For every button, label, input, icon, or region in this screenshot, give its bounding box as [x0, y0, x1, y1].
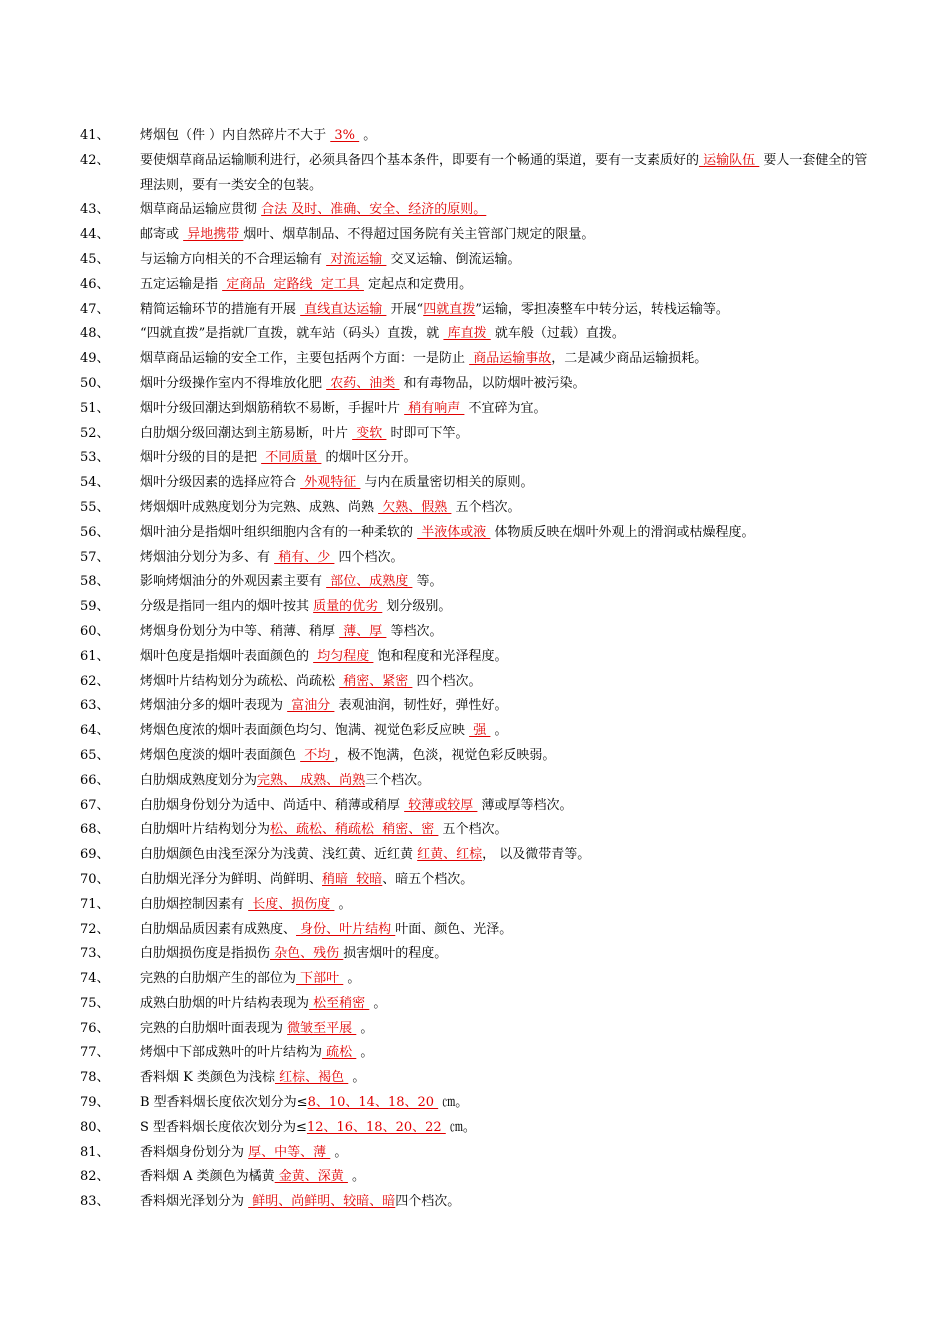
question-text: [140, 1165, 875, 1190]
question-segment: 、暗五个档次。: [382, 871, 474, 887]
question-item: [0, 719, 950, 744]
answer-blank: 红黄、红棕: [417, 847, 483, 863]
question-number: 48、: [80, 326, 110, 342]
question-segment: ㎝。: [445, 1119, 476, 1135]
question-item: [0, 521, 950, 546]
answer-blank: 稍暗 较暗: [322, 871, 383, 887]
question-segment: 烟叶、烟草制品、不得超过国务院有关主管部门规定的限量。: [243, 227, 595, 243]
question-number: 67、: [80, 797, 110, 813]
question-item: [0, 397, 950, 422]
answer-blank: 下部叶: [296, 971, 344, 987]
question-text: [140, 1116, 875, 1141]
question-text: [140, 967, 875, 992]
question-segment: 。: [334, 896, 352, 912]
question-item: [0, 1165, 950, 1190]
question-text: [140, 1017, 875, 1042]
question-text: [140, 248, 875, 273]
question-item: [0, 620, 950, 645]
question-segment: 烟草商品运输的安全工作，主要包括两个方面：一是防止: [140, 351, 470, 367]
question-segment: 烟叶分级的目的是把: [140, 450, 262, 466]
question-segment: 烟叶分级操作室内不得堆放化肥: [140, 375, 327, 391]
answer-blank: 杂色、残伤: [270, 946, 344, 962]
question-number: 77、: [80, 1045, 110, 1061]
question-segment: ”运输，零担凑整车中转分运，转栈运输等。: [475, 301, 729, 317]
question-segment: S 型香料烟长度依次划分为≤: [140, 1119, 307, 1135]
question-text: [140, 322, 875, 347]
question-number: 68、: [80, 822, 110, 838]
answer-blank: 金黄、深黄: [274, 1169, 348, 1185]
question-text: [140, 1190, 875, 1215]
question-item: [0, 645, 950, 670]
question-number: 74、: [80, 971, 110, 987]
question-number: 65、: [80, 747, 110, 763]
question-number: 43、: [80, 202, 110, 218]
question-segment: 。: [369, 995, 387, 1011]
answer-blank: 3%: [330, 128, 360, 143]
question-text: [140, 397, 875, 422]
question-item: [0, 670, 950, 695]
question-segment: ， 以及微带青等。: [482, 847, 591, 863]
question-item: [0, 794, 950, 819]
question-segment: 。: [356, 1045, 374, 1061]
question-text: [140, 595, 875, 620]
question-segment: 。: [348, 1070, 366, 1086]
question-item: [0, 1017, 950, 1042]
answer-blank: 外观特征: [300, 475, 361, 491]
question-text: [140, 223, 875, 248]
question-segment: 烤烟色度浓的烟叶表面颜色均匀、饱满、视觉色彩反应映: [140, 723, 470, 739]
question-number: 63、: [80, 698, 110, 714]
question-segment: 香料烟 K 类颜色为浅棕: [140, 1070, 275, 1086]
question-number: 81、: [80, 1144, 110, 1160]
answer-blank: 合法 及时、准确、安全、经济的原则。: [261, 202, 487, 218]
answer-blank: 鲜明、尚鲜明、较暗、暗: [248, 1194, 396, 1210]
question-segment: 体物质反映在烟叶外观上的滑润或枯燥程度。: [490, 524, 755, 540]
question-segment: 与运输方向相关的不合理运输有: [140, 251, 327, 267]
question-text: [140, 620, 875, 645]
question-text: [140, 694, 875, 719]
question-text: [140, 992, 875, 1017]
question-number: 52、: [80, 425, 110, 441]
question-text: [140, 1141, 875, 1166]
question-text: [140, 893, 875, 918]
question-text: [140, 818, 875, 843]
answer-blank: 四就直拨: [423, 301, 476, 317]
question-segment: 香料烟 A 类颜色为橘黄: [140, 1169, 275, 1185]
question-segment: 四个档次。: [412, 673, 482, 689]
question-segment: 。: [356, 1020, 374, 1036]
question-segment: 和有毒物品，以防烟叶被污染。: [399, 375, 586, 391]
question-number: 61、: [80, 648, 110, 664]
question-number: 56、: [80, 524, 110, 540]
question-segment: ，二是减少商品运输损耗。: [551, 351, 708, 367]
question-segment: 白肋烟成熟度划分为: [140, 772, 258, 788]
question-segment: 白肋烟叶片结构划分为: [140, 822, 271, 838]
question-item: [0, 322, 950, 347]
answer-blank: 商品运输事故: [469, 351, 552, 367]
question-item: [0, 546, 950, 571]
question-segment: 。: [330, 1144, 348, 1160]
question-number: 54、: [80, 475, 110, 491]
question-item: [0, 1190, 950, 1215]
question-text: [140, 446, 875, 471]
question-number: 69、: [80, 847, 110, 863]
question-number: 78、: [80, 1070, 110, 1086]
answer-blank: 库直拨: [443, 326, 491, 342]
question-number: 66、: [80, 772, 110, 788]
question-item: [0, 446, 950, 471]
answer-blank: 稍密、紧密: [339, 673, 413, 689]
answer-blank: 完熟、 成熟、尚熟: [257, 772, 366, 788]
question-segment: 烟叶分级因素的选择应符合: [140, 475, 301, 491]
question-segment: 表观油润，韧性好，弹性好。: [334, 698, 508, 714]
question-number: 79、: [80, 1095, 110, 1111]
question-number: 58、: [80, 574, 110, 590]
question-segment: ，极不饱满，色淡，视觉色彩反映弱。: [334, 747, 556, 763]
question-item: [0, 1116, 950, 1141]
answer-blank: 定商品 定路线 定工具: [222, 276, 364, 292]
question-text: [140, 471, 875, 496]
question-item: [0, 769, 950, 794]
question-segment: 四个档次。: [395, 1194, 461, 1210]
question-item: [0, 1041, 950, 1066]
question-segment: 划分级别。: [382, 599, 452, 615]
answer-blank: 微皱至平展: [287, 1020, 357, 1036]
answer-blank: 厚、中等、薄: [248, 1144, 331, 1160]
question-item: [0, 918, 950, 943]
question-number: 60、: [80, 623, 110, 639]
question-item: [0, 744, 950, 769]
question-number: 47、: [80, 301, 110, 317]
question-segment: 烤烟身份划分为中等、稍薄、稍厚: [140, 623, 340, 639]
question-segment: 精简运输环节的措施有开展: [140, 301, 301, 317]
question-item: [0, 818, 950, 843]
question-segment: 损害烟叶的程度。: [343, 946, 448, 962]
question-segment: 要人一套健全的管理法则，要有一类安全的包装。: [140, 152, 868, 193]
question-item: [0, 223, 950, 248]
question-segment: 烤烟油分多的烟叶表现为: [140, 698, 288, 714]
question-number: 45、: [80, 251, 110, 267]
question-segment: 完熟的白肋烟叶面表现为: [140, 1020, 288, 1036]
question-segment: 影响烤烟油分的外观因素主要有: [140, 574, 327, 590]
question-item: [0, 124, 950, 149]
question-segment: 烤烟烟叶成熟度划分为完熟、成熟、尚熟: [140, 499, 379, 515]
question-segment: 开展“: [386, 301, 424, 317]
answer-blank: 运输队伍: [699, 152, 760, 168]
question-number: 72、: [80, 921, 110, 937]
question-segment: ㎝。: [438, 1095, 469, 1111]
question-segment: 不宜碎为宜。: [464, 400, 547, 416]
answer-blank: 富油分: [287, 698, 335, 714]
question-item: [0, 198, 950, 223]
question-number: 73、: [80, 946, 110, 962]
answer-blank: 薄、厚: [339, 623, 387, 639]
question-item: [0, 1066, 950, 1091]
question-segment: 烤烟色度淡的烟叶表面颜色: [140, 747, 301, 763]
question-segment: 白肋烟控制因素有: [140, 896, 249, 912]
question-segment: 烟叶色度是指烟叶表面颜色的: [140, 648, 314, 664]
question-item: [0, 471, 950, 496]
question-segment: 烤烟中下部成熟叶的叶片结构为: [140, 1045, 323, 1061]
question-segment: B 型香料烟长度依次划分为≤: [140, 1095, 308, 1111]
question-segment: 白肋烟分级回潮达到主筋易断，叶片: [140, 425, 353, 441]
question-segment: 烤烟油分划分为多、有: [140, 549, 275, 565]
question-number: 76、: [80, 1020, 110, 1036]
question-item: [0, 273, 950, 298]
question-text: [140, 918, 875, 943]
answer-blank: 对流运输: [326, 251, 387, 267]
question-item: [0, 347, 950, 372]
question-number: 53、: [80, 450, 110, 466]
question-segment: 完熟的白肋烟产生的部位为: [140, 971, 297, 987]
question-segment: 五定运输是指: [140, 276, 223, 292]
question-text: [140, 719, 875, 744]
question-segment: 白肋烟品质因素有成熟度、: [140, 921, 297, 937]
question-segment: 与内在质量密切相关的原则。: [360, 475, 534, 491]
answer-blank: 较薄或较厚: [404, 797, 478, 813]
question-segment: 烤烟包（件 ）内自然碎片不大于: [140, 128, 331, 143]
question-item: [0, 1091, 950, 1116]
question-text: [140, 1041, 875, 1066]
question-text: [140, 868, 875, 893]
question-text: [140, 198, 875, 223]
question-segment: 白肋烟光泽分为鲜明、尚鲜明、: [140, 871, 323, 887]
answer-blank: 松至稍密: [309, 995, 370, 1011]
question-item: [0, 595, 950, 620]
answer-blank: 强: [469, 723, 491, 739]
question-item: [0, 422, 950, 447]
question-item: [0, 298, 950, 323]
answer-blank: 稍有响声: [404, 400, 465, 416]
question-segment: 叶面、颜色、光泽。: [395, 921, 513, 937]
question-segment: 等档次。: [386, 623, 443, 639]
answer-blank: 12、16、18、20、22: [306, 1119, 446, 1135]
question-text: [140, 570, 875, 595]
question-number: 83、: [80, 1194, 110, 1210]
question-text: [140, 273, 875, 298]
question-segment: 交叉运输、倒流运输。: [386, 251, 521, 267]
answer-blank: 长度、损伤度: [248, 896, 335, 912]
question-text: [140, 546, 875, 571]
question-segment: 薄或厚等档次。: [477, 797, 573, 813]
question-text: [140, 645, 875, 670]
answer-blank: 均匀程度: [313, 648, 374, 664]
question-text: [140, 422, 875, 447]
question-segment: 三个档次。: [365, 772, 431, 788]
question-text: [140, 769, 875, 794]
question-segment: 白肋烟身份划分为适中、尚适中、稍薄或稍厚: [140, 797, 405, 813]
question-text: [140, 372, 875, 397]
question-item: [0, 496, 950, 521]
question-item: [0, 967, 950, 992]
question-text: [140, 670, 875, 695]
answer-blank: 部位、成熟度: [326, 574, 413, 590]
question-segment: 白肋烟损伤度是指损伤: [140, 946, 271, 962]
question-segment: 烟叶油分是指烟叶组织细胞内含有的一种柔软的: [140, 524, 418, 540]
question-number: 71、: [80, 896, 110, 912]
question-item: [0, 843, 950, 868]
question-item: [0, 868, 950, 893]
answer-blank: 不同质量: [261, 450, 322, 466]
question-number: 51、: [80, 400, 110, 416]
answer-blank: 农药、油类: [326, 375, 400, 391]
question-text: [140, 744, 875, 769]
question-item: [0, 248, 950, 273]
question-text: [140, 843, 875, 868]
question-text: [140, 942, 875, 967]
question-segment: 分级是指同一组内的烟叶按其: [140, 599, 314, 615]
question-number: 62、: [80, 673, 110, 689]
answer-blank: 松、疏松、稍疏松 稍密、密: [270, 822, 439, 838]
question-segment: 就车般（过载）直拨。: [490, 326, 625, 342]
question-number: 55、: [80, 499, 110, 515]
question-item: [0, 372, 950, 397]
question-text: [140, 298, 875, 323]
question-segment: 时即可下竿。: [386, 425, 469, 441]
question-segment: 等。: [412, 574, 443, 590]
answer-blank: 质量的优劣: [313, 599, 383, 615]
question-number: 49、: [80, 351, 110, 367]
answer-blank: 稍有、少: [274, 549, 335, 565]
question-item: [0, 694, 950, 719]
question-text: [140, 521, 875, 546]
question-segment: 白肋烟颜色由浅至深分为浅黄、浅红黄、近红黄: [140, 847, 418, 863]
question-segment: 成熟白肋烟的叶片结构表现为: [140, 995, 310, 1011]
question-segment: 要使烟草商品运输顺利进行，必须具备四个基本条件，即要有一个畅通的渠道，要有一支素质好的: [140, 152, 700, 168]
question-segment: “四就直拨”是指就厂直拨，就车站（码头）直拨，就: [140, 326, 444, 342]
answer-blank: 不均: [300, 747, 335, 763]
question-number: 64、: [80, 723, 110, 739]
question-segment: 。: [347, 1169, 366, 1185]
question-segment: 邮寄或: [140, 227, 184, 243]
question-segment: 香料烟身份划分为: [140, 1144, 249, 1160]
question-number: 42、: [80, 152, 110, 168]
answer-blank: 疏松: [322, 1045, 357, 1061]
question-item: [0, 942, 950, 967]
question-segment: 烟草商品运输应贯彻: [140, 202, 262, 218]
question-number: 75、: [80, 995, 110, 1011]
question-number: 70、: [80, 871, 110, 887]
question-text: [140, 347, 875, 372]
answer-blank: 直线直达运输: [300, 301, 387, 317]
question-segment: 饱和程度和光泽程度。: [373, 648, 508, 664]
answer-blank: 8、10、14、18、20: [307, 1095, 439, 1111]
question-segment: 五个档次。: [438, 822, 508, 838]
question-number: 82、: [80, 1169, 110, 1185]
question-segment: 四个档次。: [334, 549, 404, 565]
question-item: [0, 893, 950, 918]
question-number: 50、: [80, 375, 110, 391]
question-segment: 。: [359, 128, 377, 143]
question-segment: 的烟叶区分开。: [321, 450, 417, 466]
question-segment: 五个档次。: [451, 499, 521, 515]
question-number: 80、: [80, 1119, 110, 1135]
question-item: [0, 1141, 950, 1166]
question-item: [0, 992, 950, 1017]
question-segment: 。: [490, 723, 508, 739]
question-list: [0, 124, 950, 1215]
question-number: 44、: [80, 227, 110, 243]
answer-blank: 异地携带: [183, 227, 244, 243]
question-item: [0, 149, 950, 199]
question-text: [140, 1091, 875, 1116]
answer-blank: 半液体或液: [417, 524, 491, 540]
question-text: [140, 149, 875, 199]
question-number: 57、: [80, 549, 110, 565]
answer-blank: 红棕、褐色: [274, 1070, 349, 1086]
question-text: [140, 496, 875, 521]
question-text: [140, 124, 875, 149]
question-number: 59、: [80, 599, 110, 615]
question-item: [0, 570, 950, 595]
question-text: [140, 794, 875, 819]
question-number: 41、: [80, 128, 110, 143]
question-number: 46、: [80, 276, 110, 292]
answer-blank: 身份、叶片结构: [296, 921, 396, 937]
question-segment: 烤烟叶片结构划分为疏松、尚疏松: [140, 673, 340, 689]
question-segment: 。: [343, 971, 361, 987]
question-segment: 香料烟光泽划分为: [140, 1194, 249, 1210]
question-segment: 定起点和定费用。: [363, 276, 473, 292]
answer-blank: 变软: [352, 425, 387, 441]
question-segment: 烟叶分级回潮达到烟筋稍软不易断，手握叶片: [140, 400, 405, 416]
answer-blank: 欠熟、假熟: [378, 499, 452, 515]
question-text: [140, 1066, 875, 1091]
